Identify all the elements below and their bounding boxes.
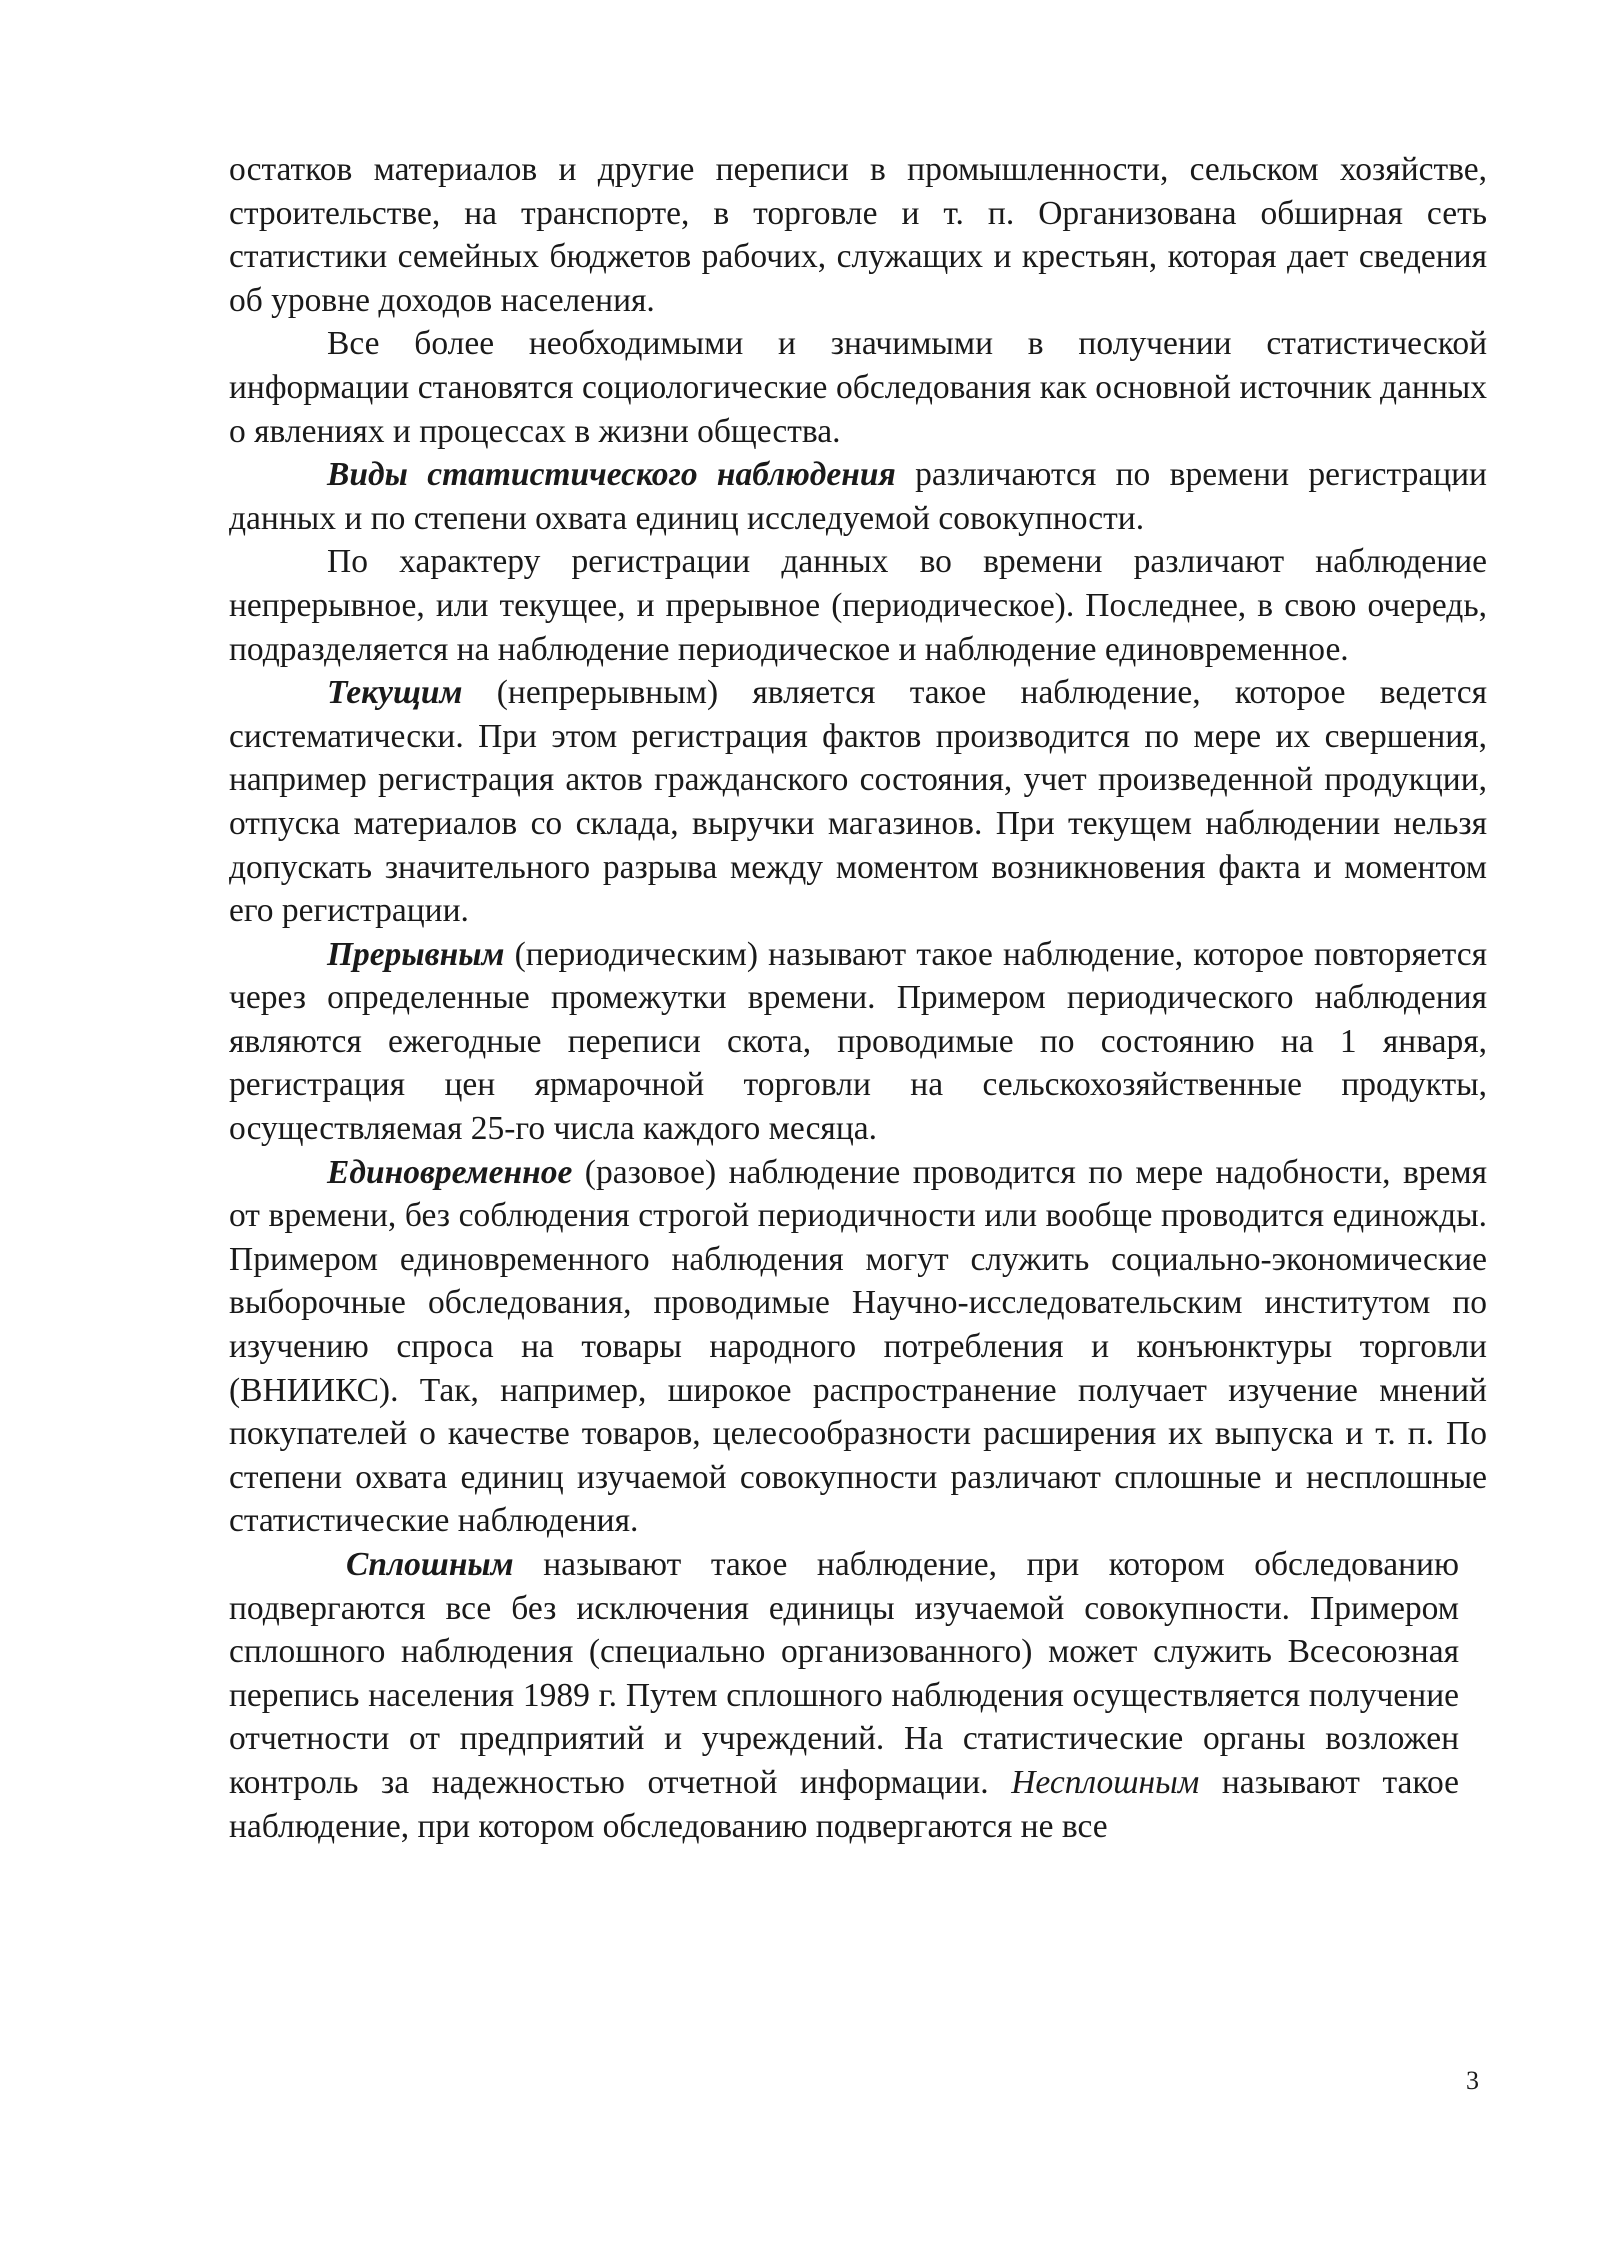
paragraph-1: остатков материалов и другие переписи в промышленности, сельском хозяйстве, строительстве, на транспорте, в торговле и т. п. Организована обширная сеть статистики семейных бюджетов рабочих, служащих и крестьян, которая дает сведения об уровне доходов населения. [229, 151, 1487, 319]
paragraph-2: Все более необходимыми и значимыми в получении статистической информации становятся социологические обследования как основной источник данных о явлениях и процессах в жизни общества. [229, 325, 1487, 450]
term-one-time: Единовременное [327, 1153, 573, 1191]
paragraph-6 [229, 933, 1487, 1151]
page-number: 3 [1466, 2066, 1479, 2095]
paragraph-3 [229, 453, 1487, 540]
paragraph-3-text: различаются по времени регистрации данных и по степени охвата единиц исследуемой совокупности. [229, 456, 1487, 537]
paragraph-4: По характеру регистрации данных во времени различают наблюдение непрерывное, или текущее, и прерывное (периодическое). Последнее, в свою очередь, подразделяется на наблюдение периодическое и наблюдение единовременное. [229, 543, 1487, 668]
term-observation-types: Виды статистического наблюдения [327, 456, 896, 494]
term-periodic: Прерывным [327, 935, 505, 973]
paragraph-8-end: называют такое наблюдение, при котором обследованию подвергаются не все [229, 1763, 1459, 1845]
paragraph-5-text: (непрерывным) является такое наблюдение, которое ведется систематически. При этом регистрация фактов производится по мере их свершения, например регистрация актов гражданского состояния, учет произведенной продукции, отпуска материалов со склада, выручки магазинов. При текущем наблюдении нельзя допускать значительного разрыва между моментом возникновения факта и моментом его регистрации. [229, 674, 1487, 930]
paragraph-6-text: (периодическим) называют такое наблюдение, которое повторяется через определенные промежутки времени. Примером периодического наблюдения являются ежегодные переписи скота, проводимые по состоянию на 1 января, регистрация цен ярмарочной торговли на сельскохозяйственные продукты, осуществляемая 25-го числа каждого месяца. [229, 935, 1487, 1148]
term-continuous: Сплошным [346, 1546, 514, 1583]
term-non-continuous: Несплошным [1011, 1763, 1200, 1801]
paragraph-8 [229, 1543, 1459, 1848]
paragraph-7 [229, 1151, 1487, 1543]
term-current: Текущим [327, 674, 463, 712]
paragraph-5 [229, 671, 1487, 933]
paragraph-7-text: (разовое) наблюдение проводится по мере надобности, время от времени, без соблюдения строгой периодичности или вообще проводится единожды. Примером единовременного наблюдения могут служить социально-экономические выборочные обследования, проводимые Научно-исследовательским институтом по изучению спроса на товары народного потребления и конъюнктуры торговли (ВНИИКС). Так, например, широкое распространение получает изучение мнений покупателей о качестве товаров, целесообразности расширения их выпуска и т. п. По степени охвата единиц изучаемой совокупности различают сплошные и несплошные статистические наблюдения. [229, 1153, 1487, 1540]
paragraph-8-text: называют такое наблюдение, при котором обследованию подвергаются все без исключения единицы изучаемой совокупности. Примером сплошного наблюдения (специально организованного) может служить Всесоюзная перепись населения 1989 г. Путем сплошного наблюдения осуществляется получение отчетности от предприятий и учреждений. На статистические органы возложен контроль за надежностью отчетной информации. [229, 1546, 1459, 1801]
document-body [229, 148, 1487, 1848]
